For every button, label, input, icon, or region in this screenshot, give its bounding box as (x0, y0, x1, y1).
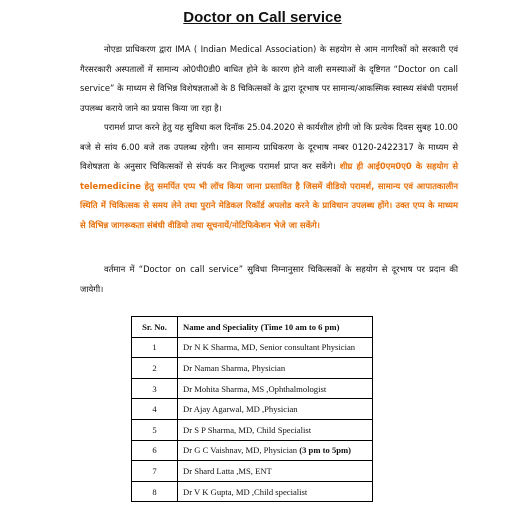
sr-no-cell: 8 (132, 481, 178, 502)
doctor-name-cell (178, 481, 373, 502)
paragraph-current-service (80, 260, 458, 299)
table-header-row (132, 317, 373, 338)
table-row (132, 419, 373, 440)
table-row (132, 481, 373, 502)
doctor-name-cell (178, 419, 373, 440)
doctor-name: Dr Naman Sharma, Physician (183, 362, 286, 373)
doctor-name-cell (178, 378, 373, 399)
sr-no-cell: 5 (132, 419, 178, 440)
doctor-name-cell (178, 399, 373, 420)
paragraph-intro-text: नोएडा प्राधिकरण द्वारा IMA ( Indian Medical Association) के सहयोग से आम नागरिकों को सरकारी एवं गैरसरकारी अस्पतालों में सामान्य ओ0पी0डी0 बाधित होने के कारण होने वाली समस्याओं के दृष्टिगत “Doctor on call service” के माध्यम से विभिन्न विशेषज्ञताओं के 8 चिकित्सकों के द्वारा दूरभाष पर सामान्य/आकस्मिक स्वास्थ्य संबंधी परामर्श उपलब्ध कराये जाने का प्रयास किया जा रहा है। (80, 44, 458, 113)
doctor-time-note: (3 pm to 5pm) (299, 445, 352, 456)
sr-no-cell: 6 (132, 440, 178, 461)
sr-no-cell: 7 (132, 461, 178, 482)
page-title: Doctor on Call service (183, 9, 342, 26)
doctor-name: Dr N K Sharma, MD, Senior consultant Physician (183, 342, 356, 353)
doctor-name-cell (178, 358, 373, 379)
paragraph-current-text: वर्तमान में “Doctor on call service” सुविधा निम्नानुसार चिकित्सकों के सहयोग से दूरभाष पर प्रदान की जायेगी। (80, 264, 458, 294)
doctor-name: Dr S P Sharma, MD, Child Specialist (183, 424, 312, 435)
doctor-name: Dr Ajay Agarwal, MD ,Physician (183, 404, 298, 415)
table-row (132, 358, 373, 379)
paragraph-service-text: परामर्श प्राप्त करने हेतु यह सुविधा कल दिनॉक 25.04.2020 से कार्यशील होगी जो कि प्रत्येक दिवस सुबह 10.00 बजे से सांय 6.00 बजे तक उपलब्ध रहेगी। जन सामान्य प्राधिकरण के दूरभाष नम्बर 0120-2422317 के माध्यम से विशेषज्ञता के अनुसार चिकित्सकों से संपर्क कर निःशुल्क परामर्श प्राप्त कर सकेंगे। (80, 122, 458, 171)
doctor-name: Dr Shard Latta ,MS, ENT (183, 465, 272, 476)
sr-no-cell: 1 (132, 337, 178, 358)
table-row (132, 337, 373, 358)
telemedicine-app-announcement: शीघ्र ही आई0एम0ए0 के सहयोग से telemedicine हेतु समर्पित एप्प भी लॉच किया जाना प्रस्तावित है जिसमें वीडियो परामर्श, सामान्य एवं आपातकालीन स्थिति में चिकित्सक से समय लेने तथा पुराने मेडिकल रिकॉर्ड अपलोड करने के प्राविधान उपलब्ध होंगे। उक्त एप्प के माध्यम से विभिन्न जागरूकता संबंधी वीडियो तथा सूचनायें/नोटिफिकेशन भेजे जा सकेंगे। (80, 161, 458, 230)
doctor-name-cell (178, 461, 373, 482)
table-row (132, 399, 373, 420)
header-name-speciality: Name and Speciality (Time 10 am to 6 pm) (178, 317, 373, 338)
doctor-name: Dr V K Gupta, MD ,Child specialist (183, 486, 308, 497)
table-row (132, 440, 373, 461)
doctor-name: Dr G C Vaishnav, MD, Physician (183, 445, 300, 456)
sr-no-cell: 3 (132, 378, 178, 399)
table-row (132, 461, 373, 482)
doctor-name-cell (178, 440, 373, 461)
sr-no-cell: 4 (132, 399, 178, 420)
doctor-name-cell (178, 337, 373, 358)
paragraph-intro (80, 40, 458, 118)
doctor-name: Dr Mohita Sharma, MS ,Ophthalmologist (183, 383, 327, 394)
sr-no-cell: 2 (132, 358, 178, 379)
header-sr-no: Sr. No. (132, 317, 178, 338)
paragraph-service-details (80, 118, 458, 235)
table-row (132, 378, 373, 399)
doctors-table (131, 316, 373, 502)
